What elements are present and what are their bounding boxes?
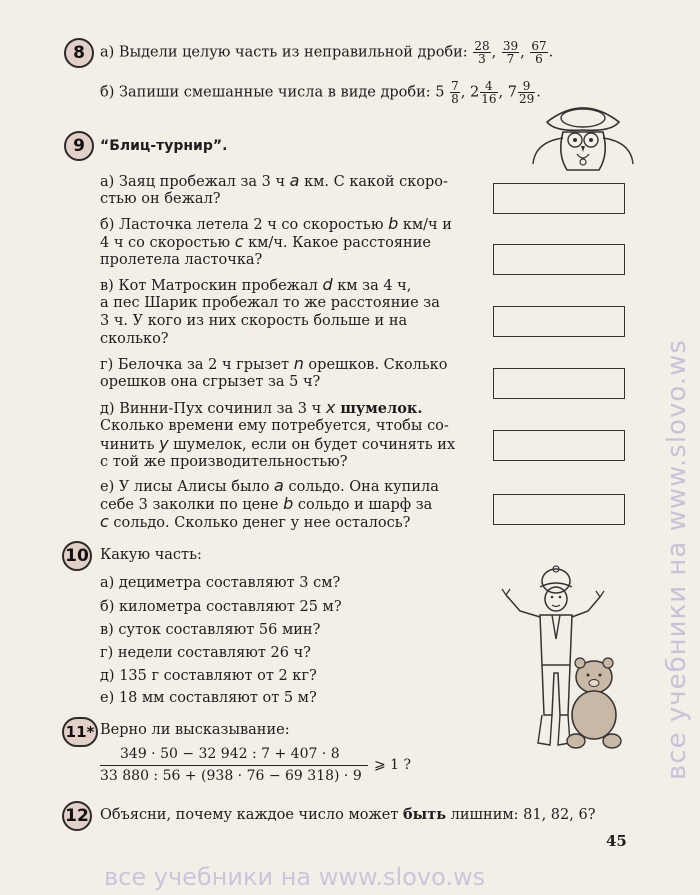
fraction-1: $\frac{28}{3}$ xyxy=(474,39,490,66)
fraction-3: $\frac{67}{6}$ xyxy=(531,39,547,66)
fraction-2: $\frac{39}{7}$ xyxy=(502,39,519,66)
watermark-side: все учебники на www.slovo.ws xyxy=(662,339,692,780)
exercise-8a: а) Выдели целую часть из неправильной дроби: $\frac{28}{3}$ , $\frac{39}{7}$ , $\frac{67}{6}$ . xyxy=(100,39,554,66)
owl-illustration xyxy=(527,92,639,174)
exercise-8-number: 8 xyxy=(64,38,94,68)
exercise-12-number: 12 xyxy=(62,801,92,831)
exercise-10f: е) 18 мм составляют от 5 м? xyxy=(100,690,317,706)
exercise-10-title: Какую часть: xyxy=(100,547,202,563)
page-number: 45 xyxy=(606,832,627,850)
textbook-page: 8 а) Выдели целую часть из неправильной дроби: $\frac{28}{3}$ , $\frac{39}{7}$ , $\frac{67}{6}$ . б) Запиши смешанные числа в виде дроби: 5 $\frac{7}{8}$ , 2 $\frac{4}{16}$ , 7 $\frac{9}{29}$ . 9 “Блиц-турнир”. а) Заяц пробежал за 3 ч a км. С какой скоро- стью он бежал? б) Ласточка летела 2 ч со скоростью b км/ч и 4 ч со скоростью c км/ч. Какое расстояние пролетела ласточка? в) Кот Матроскин пробежал d км за 4 ч, а пес Шарик пробежал то же расстояние за 3 ч. У кого из них скорость больше и на сколько? г) Белочка за 2 ч грызет n орешков. Сколько орешков она сгрызет за 5 ч? д) Винни-Пух сочинил за 3 ч x шумелок. Сколько времени ему потребуется, чтобы со- чинить y шумелок, если он будет сочинять их с той же производительностью? е) У лисы Алисы было a сольдо. Она купила себе 3 заколки по цене b сольдо и шарф за c сольдо. Сколько денег у нее осталось? 10 Какую часть: а) дециметра составляют 3 см? б) километра составляют 25 м? в) суток составляют 56 мин? г) недели составляют 26 ч? д) 135 г составляют от 2 кг? е) 18 мм составляют от 5 м? 11* Верно ли высказывание: 349 · 50 − 32 942 : 7 + 407 · 8 33 880 : 56 + (938 · 76 − 69 318) · 9 ⩾ 1 ? 12 Объясни, почему каждое число может быть лишним: 81, 82, 6? 45 все учебники на www.slovo.ws все учебники на www.slovo.ws xyxy=(0,0,700,895)
exercise-8b-text: б) Запиши смешанные числа в виде дроби: 5 xyxy=(100,84,445,101)
exercise-10c: в) суток составляют 56 мин? xyxy=(100,622,321,638)
mixed-fraction-2: $\frac{4}{16}$ xyxy=(481,79,497,106)
exercise-11-number: 11* xyxy=(62,717,98,747)
answer-box-d[interactable] xyxy=(493,368,625,399)
mixed-fraction-1: $\frac{7}{8}$ xyxy=(451,79,459,106)
exercise-10e: д) 135 г составляют от 2 кг? xyxy=(100,668,317,684)
exercise-8a-text: а) Выдели целую часть из неправильной дроби: xyxy=(100,44,468,61)
exercise-8b: б) Запиши смешанные числа в виде дроби: 5 $\frac{7}{8}$ , 2 $\frac{4}{16}$ , 7 $\frac{9}{29}$ . xyxy=(100,79,541,106)
exercise-9-number: 9 xyxy=(64,131,94,161)
exercise-10-number: 10 xyxy=(62,541,92,571)
exercise-10b: б) километра составляют 25 м? xyxy=(100,599,342,615)
boy-with-teddy-bear-illustration xyxy=(490,565,630,755)
answer-box-a[interactable] xyxy=(493,183,625,214)
exercise-10d: г) недели составляют 26 ч? xyxy=(100,645,311,661)
mixed-fraction-3: $\frac{9}{29}$ xyxy=(518,79,535,106)
expression-numerator: 349 · 50 − 32 942 : 7 + 407 · 8 xyxy=(120,746,340,762)
expression-relation: ⩾ 1 ? xyxy=(374,757,412,773)
answer-box-f[interactable] xyxy=(493,494,625,525)
exercise-12-text: Объясни, почему каждое число может быть лишним: 81, 82, 6? xyxy=(100,806,596,823)
answer-box-b[interactable] xyxy=(493,244,625,275)
fraction-bar xyxy=(100,765,368,766)
exercise-9-title: “Блиц-турнир”. xyxy=(100,138,228,154)
watermark-bottom: все учебники на www.slovo.ws xyxy=(104,863,486,891)
expression-denominator: 33 880 : 56 + (938 · 76 − 69 318) · 9 xyxy=(100,768,362,784)
answer-box-c[interactable] xyxy=(493,306,625,337)
answer-box-e[interactable] xyxy=(493,430,625,461)
exercise-11-title: Верно ли высказывание: xyxy=(100,722,290,738)
exercise-10a: а) дециметра составляют 3 см? xyxy=(100,575,341,591)
